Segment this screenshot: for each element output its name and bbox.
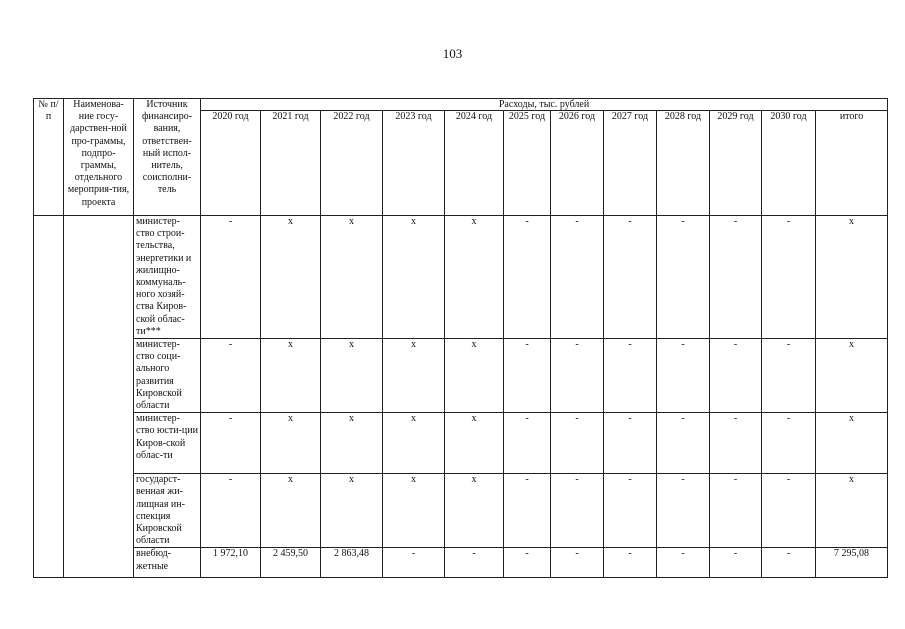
cell-value: - bbox=[657, 339, 710, 413]
cell-value: - bbox=[710, 216, 762, 339]
cell-value: - bbox=[551, 339, 604, 413]
cell-value: - bbox=[551, 474, 604, 548]
cell-value: x bbox=[445, 216, 504, 339]
cell-value: - bbox=[504, 548, 551, 578]
budget-table bbox=[33, 98, 888, 578]
cell-value: - bbox=[551, 548, 604, 578]
header-year: 2030 год bbox=[762, 111, 816, 216]
cell-value: - bbox=[504, 339, 551, 413]
cell-source: внебюд-жетные bbox=[134, 548, 201, 578]
cell-value: - bbox=[604, 216, 657, 339]
cell-value: x bbox=[383, 216, 445, 339]
cell-total: 7 295,08 bbox=[816, 548, 888, 578]
cell-value: - bbox=[504, 413, 551, 474]
cell-total: x bbox=[816, 216, 888, 339]
cell-value: - bbox=[201, 339, 261, 413]
header-year: 2028 год bbox=[657, 111, 710, 216]
table-row bbox=[34, 548, 888, 578]
cell-value: - bbox=[762, 339, 816, 413]
cell-total: x bbox=[816, 413, 888, 474]
cell-value: - bbox=[383, 548, 445, 578]
table-row bbox=[34, 474, 888, 548]
cell-value: x bbox=[321, 474, 383, 548]
cell-value: x bbox=[445, 474, 504, 548]
cell-value: - bbox=[762, 474, 816, 548]
cell-value: - bbox=[710, 413, 762, 474]
cell-value: x bbox=[445, 339, 504, 413]
table-row bbox=[34, 413, 888, 474]
cell-value: x bbox=[383, 339, 445, 413]
cell-value: x bbox=[261, 413, 321, 474]
cell-value: - bbox=[657, 216, 710, 339]
cell-value: x bbox=[445, 413, 504, 474]
cell-source: министер-ство соци-ального развития Кировской области bbox=[134, 339, 201, 413]
cell-value: - bbox=[762, 548, 816, 578]
table-row bbox=[34, 339, 888, 413]
cell-value: 2 459,50 bbox=[261, 548, 321, 578]
cell-value: x bbox=[321, 339, 383, 413]
cell-value: - bbox=[551, 216, 604, 339]
cell-value: - bbox=[710, 474, 762, 548]
cell-value: x bbox=[321, 216, 383, 339]
header-row-group bbox=[34, 99, 888, 111]
cell-value: x bbox=[383, 413, 445, 474]
cell-value: x bbox=[261, 216, 321, 339]
cell-value: x bbox=[383, 474, 445, 548]
cell-source: государст-венная жи-лищная ин-спекция Кировской области bbox=[134, 474, 201, 548]
cell-value: - bbox=[762, 216, 816, 339]
cell-value: - bbox=[657, 474, 710, 548]
cell-total: x bbox=[816, 474, 888, 548]
header-year: 2024 год bbox=[445, 111, 504, 216]
cell-value: x bbox=[321, 413, 383, 474]
cell-source: министер-ство юсти-ции Киров-ской облас-ти bbox=[134, 413, 201, 474]
cell-value: - bbox=[710, 339, 762, 413]
cell-value: x bbox=[261, 339, 321, 413]
header-year: 2025 год bbox=[504, 111, 551, 216]
header-funding-source: Источник финансиро-вания, ответствен-ный испол-нитель, соисполни-тель bbox=[134, 99, 201, 216]
cell-value: - bbox=[445, 548, 504, 578]
header-year: 2022 год bbox=[321, 111, 383, 216]
cell-name-empty bbox=[64, 216, 134, 578]
header-year: 2029 год bbox=[710, 111, 762, 216]
cell-value: - bbox=[504, 474, 551, 548]
header-year: 2023 год bbox=[383, 111, 445, 216]
header-total: итого bbox=[816, 111, 888, 216]
cell-value: - bbox=[604, 339, 657, 413]
table-row bbox=[34, 216, 888, 339]
header-expenses: Расходы, тыс. рублей bbox=[201, 99, 888, 111]
header-year: 2026 год bbox=[551, 111, 604, 216]
cell-value: - bbox=[657, 548, 710, 578]
cell-value: - bbox=[604, 548, 657, 578]
cell-value: - bbox=[201, 413, 261, 474]
header-year: 2027 год bbox=[604, 111, 657, 216]
cell-num-empty bbox=[34, 216, 64, 578]
header-year: 2020 год bbox=[201, 111, 261, 216]
cell-value: - bbox=[762, 413, 816, 474]
cell-value: - bbox=[201, 474, 261, 548]
header-program-name: Наименова-ние госу-дарствен-ной про-граммы, подпро-граммы, отдельного мероприя-тия, проекта bbox=[64, 99, 134, 216]
cell-value: - bbox=[710, 548, 762, 578]
cell-value: 1 972,10 bbox=[201, 548, 261, 578]
header-num: № п/п bbox=[34, 99, 64, 216]
cell-value: - bbox=[201, 216, 261, 339]
cell-source: министер-ство строи-тельства, энергетики и жилищно-коммуналь-ного хозяй-ства Киров-ской облас-ти*** bbox=[134, 216, 201, 339]
cell-value: - bbox=[504, 216, 551, 339]
cell-value: - bbox=[657, 413, 710, 474]
cell-value: 2 863,48 bbox=[321, 548, 383, 578]
cell-value: - bbox=[604, 474, 657, 548]
page-number: 103 bbox=[442, 46, 463, 61]
header-year: 2021 год bbox=[261, 111, 321, 216]
cell-value: - bbox=[551, 413, 604, 474]
cell-total: x bbox=[816, 339, 888, 413]
cell-value: - bbox=[604, 413, 657, 474]
cell-value: x bbox=[261, 474, 321, 548]
